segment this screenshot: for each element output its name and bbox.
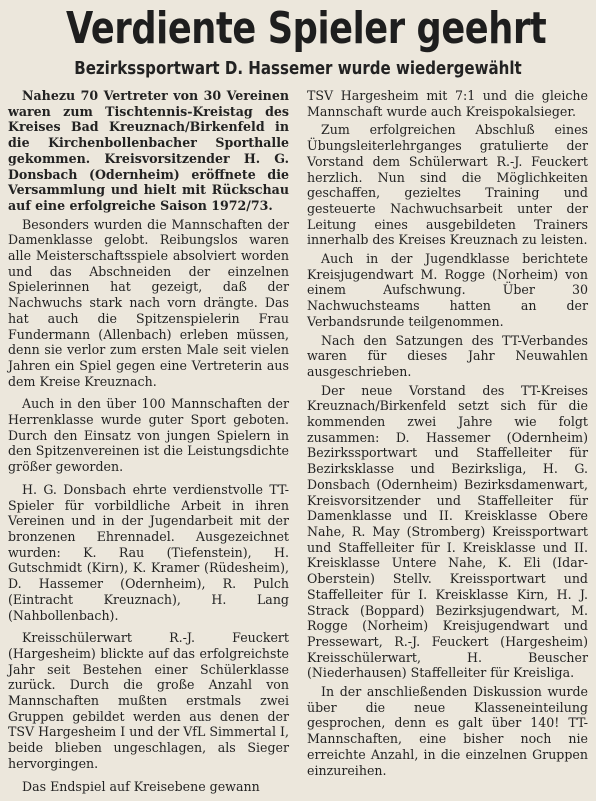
paragraph-ehrungen: H. G. Donsbach ehrte verdienstvolle TT-Spieler für vorbildliche Arbeit in ihren Vereinen und in der Jugendarbeit mit der bronzenen Ehrennadel. Ausgezeichnet wurden: K. Rau (Tiefenstein), H. Gutschmidt (Kirn), K. Kramer (Rüdesheim), D. Hassemer (Odernheim), R. Pulch (Eintracht Kreuznach), H. Lang (Nahbollenbach). [8, 481, 289, 623]
paragraph-jugendklasse: Auch in der Jugendklasse berichtete Kreisjugendwart M. Rogge (Norheim) von einem Aufschwung. Über 30 Nachwuchsteams hatten an der Verbandsrunde teilgenommen. [307, 251, 588, 329]
intro-paragraph: Nahezu 70 Vertreter von 30 Vereinen waren zum Tischtennis-Kreistag des Kreises Bad Kreuznach/Birkenfeld in die Kirchenbollenbacher Sporthalle gekommen. Kreisvorsitzender H. G. Donsbach (Odernheim) eröffnete die Versammlung und hielt mit Rückschau auf eine erfolgreiche Saison 1972/73. [8, 88, 289, 213]
headline: Verdiente Spieler geehrt [66, 3, 547, 54]
paragraph-kreispokal: TSV Hargesheim mit 7:1 und die gleiche Mannschaft wurde auch Kreispokalsieger. [307, 88, 588, 119]
article-body [8, 88, 588, 801]
right-column [307, 88, 588, 801]
paragraph-endspiel: Das Endspiel auf Kreisebene gewann [22, 778, 260, 794]
paragraph-herrenklasse: Auch in den über 100 Mannschaften der Herrenklasse wurde guter Sport geboten. Durch den Einsatz von jungen Spielern in den Spitzenvereinen ist die Leistungsdichte größer geworden. [8, 396, 289, 475]
paragraph-neuwahlen: Nach den Satzungen des TT-Verbandes waren für dieses Jahr Neuwahlen ausgeschrieben. [307, 332, 588, 379]
paragraph-uebungsleiter: Zum erfolgreichen Abschluß eines Übungsleiterlehrganges gratulierte der Vorstand dem Schülerwart R.-J. Feuckert herzlich. Nun sind die Möglichkeiten geschaffen, gezieltes Training und gesteuerte Nachwuchsarbeit unter der Leitung eines ausgebildeten Trainers innerhalb des Kreises Kreuznach zu leisten. [307, 122, 588, 248]
paragraph-schuelerklasse: Kreisschülerwart R.-J. Feuckert (Hargesheim) blickte auf das erfolgreichste Jahr seit Bestehen einer Schülerklasse zurück. Durch die große Anzahl von Mannschaften mußten erstmals zwei Gruppen gebildet werden aus denen der TSV Hargesheim I und der VfL Simmertal I, beide blieben ungeschlagen, als Sieger hervorgingen. [8, 630, 289, 771]
left-column [8, 88, 289, 801]
paragraph-damenklasse: Besonders wurden die Mannschaften der Damenklasse gelobt. Reibungslos waren alle Meisterschaftsspiele absolviert worden und das Abschneiden der einzelnen Spielerinnen hat gezeigt, daß der Nachwuchs stark nach vorn drängte. Das hat auch die Spitzenspielerin Frau Fundermann (Allenbach) erleben müssen, denn sie verlor zum ersten Male seit vielen Jahren ein Spiel gegen eine Vertreterin aus dem Kreise Kreuznach. [8, 216, 289, 389]
subheadline: Bezirkssportwart D. Hassemer wurde wiedergewählt [74, 59, 522, 79]
paragraph-vorstand: Der neue Vorstand des TT-Kreises Kreuznach/Birkenfeld setzt sich für die kommenden zwei Jahre wie folgt zusammen: D. Hassemer (Odernheim) Bezirkssportwart und Staffelleiter für Bezirksklasse und Bezirksliga, H. G. Donsbach (Odernheim) Bezirksdamenwart, Kreisvorsitzender und Staffelleiter für Damenklasse und II. Kreisklasse Obere Nahe, R. May (Stromberg) Kreissportwart und Staffelleiter für I. Kreisklasse und II. Kreisklasse Untere Nahe, K. Eli (Idar-Oberstein) Stellv. Kreissportwart und Staffelleiter für I. Kreisklasse Kirn, H. J. Strack (Boppard) Bezirksjugendwart, M. Rogge (Norheim) Kreisjugendwart und Pressewart, R.-J. Feuckert (Hargesheim) Kreisschülerwart, H. Beuscher (Niederhausen) Staffelleiter für Kreisliga. [307, 382, 588, 681]
paragraph-diskussion: In der anschließenden Diskussion wurde über die neue Klasseneinteilung gesprochen, denn es galt über 140! TT-Mannschaften, eine bisher noch nie erreichte Anzahl, in die einzelnen Gruppen einzureihen. [307, 684, 588, 778]
